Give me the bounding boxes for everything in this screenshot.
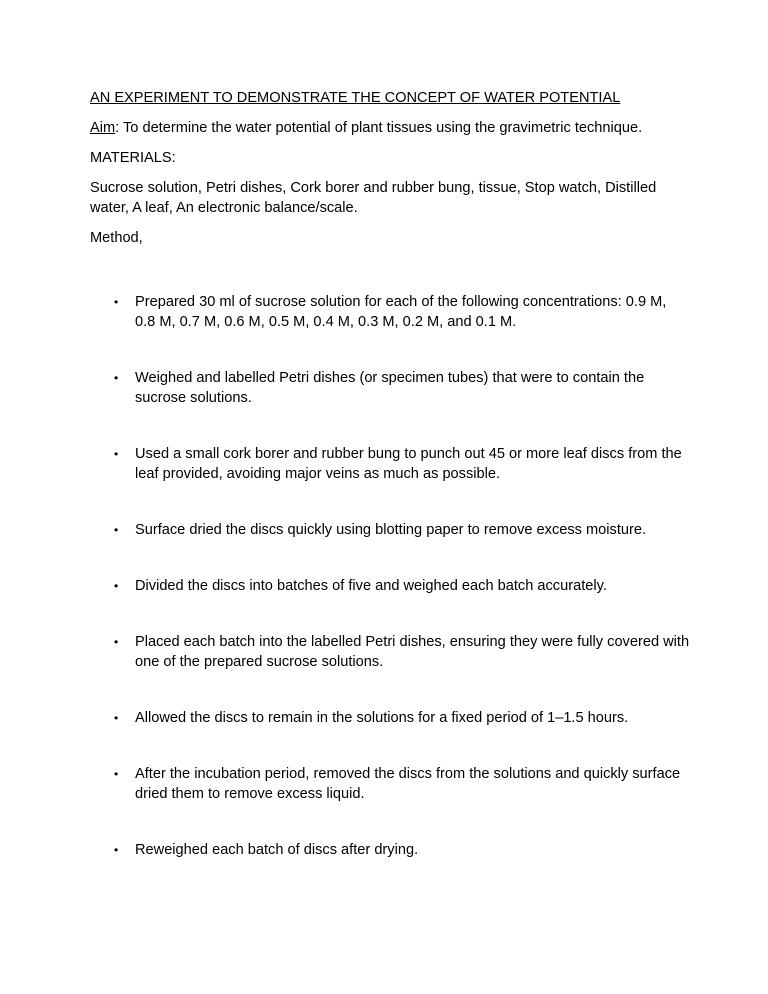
method-list bbox=[90, 292, 690, 896]
method-step-text: Surface dried the discs quickly using blotting paper to remove excess moisture. bbox=[135, 522, 647, 538]
aim-label: Aim bbox=[90, 120, 116, 136]
bullet-icon: • bbox=[114, 767, 119, 781]
method-step-text: Allowed the discs to remain in the solutions for a fixed period of 1–1.5 hours. bbox=[135, 710, 629, 726]
bullet-icon: • bbox=[114, 447, 119, 461]
bullet-icon: • bbox=[114, 523, 119, 537]
document-title: AN EXPERIMENT TO DEMONSTRATE THE CONCEPT OF WATER POTENTIAL bbox=[90, 90, 621, 106]
method-step bbox=[90, 444, 690, 484]
method-step bbox=[90, 708, 690, 728]
method-step-text: Reweighed each batch of discs after drying. bbox=[135, 842, 419, 858]
materials-heading: MATERIALS: bbox=[90, 150, 176, 166]
aim-text: : To determine the water potential of plant tissues using the gravimetric technique. bbox=[115, 120, 643, 136]
bullet-icon: • bbox=[114, 843, 119, 857]
method-step-text: Used a small cork borer and rubber bung to punch out 45 or more leaf discs from the leaf provided, avoiding major veins as much as possible. bbox=[135, 446, 682, 482]
method-step bbox=[90, 632, 690, 672]
method-step bbox=[90, 576, 690, 596]
method-heading: Method, bbox=[90, 230, 143, 246]
bullet-icon: • bbox=[114, 711, 119, 725]
method-step bbox=[90, 764, 690, 804]
method-step-text: Weighed and labelled Petri dishes (or specimen tubes) that were to contain the sucrose solutions. bbox=[135, 370, 645, 406]
document-page bbox=[90, 88, 690, 858]
method-step bbox=[90, 840, 690, 860]
method-step-text: Placed each batch into the labelled Petri dishes, ensuring they were fully covered with one of the prepared sucrose solutions. bbox=[135, 634, 690, 670]
bullet-icon: • bbox=[114, 635, 119, 649]
bullet-icon: • bbox=[114, 579, 119, 593]
method-step bbox=[90, 368, 690, 408]
method-step-text: Divided the discs into batches of five and weighed each batch accurately. bbox=[135, 578, 607, 594]
bullet-icon: • bbox=[114, 295, 119, 309]
materials-text: Sucrose solution, Petri dishes, Cork borer and rubber bung, tissue, Stop watch, Distilled water, A leaf, An electronic balance/scale. bbox=[90, 180, 657, 216]
method-step bbox=[90, 520, 690, 540]
method-step-text: After the incubation period, removed the discs from the solutions and quickly surface dried them to remove excess liquid. bbox=[135, 766, 681, 802]
bullet-icon: • bbox=[114, 371, 119, 385]
aim-paragraph bbox=[90, 118, 690, 138]
method-step-text: Prepared 30 ml of sucrose solution for each of the following concentrations: 0.9 M, 0.8 M, 0.7 M, 0.6 M, 0.5 M, 0.4 M, 0.3 M, 0.2 M, and 0.1 M. bbox=[135, 294, 667, 330]
method-step bbox=[90, 292, 690, 332]
